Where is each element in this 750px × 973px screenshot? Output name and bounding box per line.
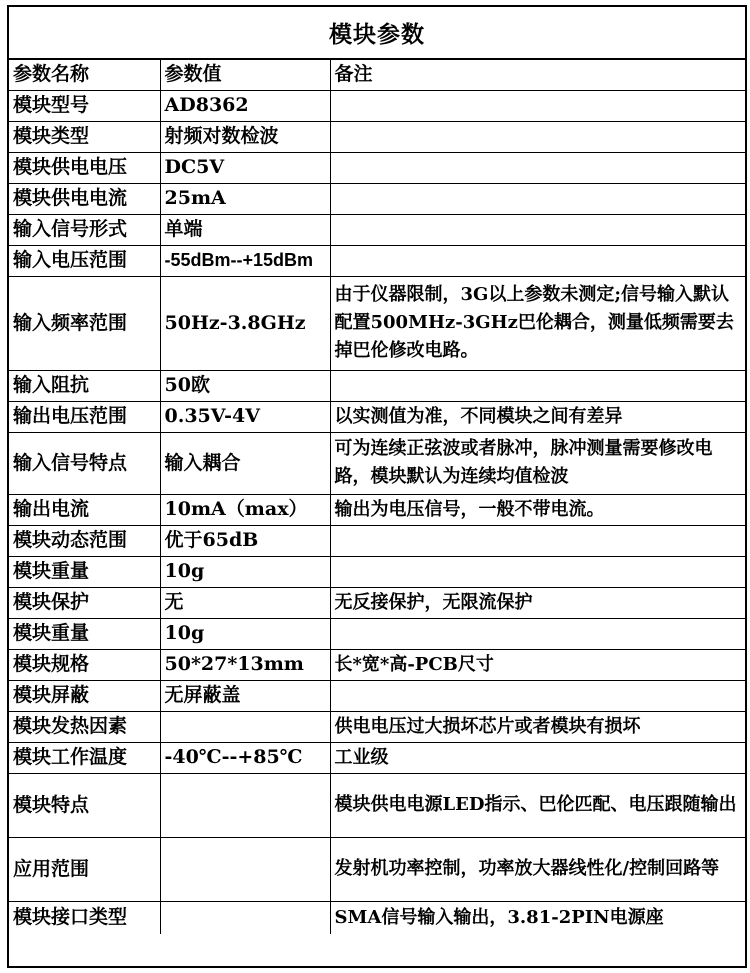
param-note: 长*宽*高-PCB尺寸: [330, 649, 745, 680]
table-row: [9, 773, 745, 837]
param-note: SMA信号输入输出，3.81-2PIN电源座: [330, 901, 745, 934]
param-name: 输入频率范围: [9, 276, 160, 370]
table-row: [9, 680, 745, 711]
table-row: [9, 276, 745, 370]
table-row: [9, 121, 745, 152]
param-value: [160, 773, 330, 837]
param-value: -40℃--+85℃: [160, 742, 330, 773]
param-note: 无反接保护，无限流保护: [330, 587, 745, 618]
param-value: [160, 711, 330, 742]
param-name: 模块屏蔽: [9, 680, 160, 711]
param-value: -55dBm--+15dBm: [160, 245, 330, 276]
param-name: 模块重量: [9, 618, 160, 649]
param-note: [330, 370, 745, 401]
header-name: 参数名称: [9, 60, 160, 90]
param-note: 可为连续正弦波或者脉冲，脉冲测量需要修改电路，模块默认为连续均值检波: [330, 432, 745, 494]
param-value: 优于65dB: [160, 525, 330, 556]
param-note: 供电电压过大损坏芯片或者模块有损坏: [330, 711, 745, 742]
param-value: AD8362: [160, 90, 330, 121]
table-row: [9, 214, 745, 245]
param-note: 发射机功率控制，功率放大器线性化/控制回路等: [330, 837, 745, 901]
header-row: [9, 60, 745, 90]
param-note: [330, 90, 745, 121]
param-name: 模块动态范围: [9, 525, 160, 556]
table-row: [9, 245, 745, 276]
table-row: [9, 525, 745, 556]
param-note: [330, 183, 745, 214]
param-name: 输出电流: [9, 494, 160, 525]
param-name: 输入电压范围: [9, 245, 160, 276]
param-note: [330, 556, 745, 587]
param-name: 模块保护: [9, 587, 160, 618]
param-name: 模块工作温度: [9, 742, 160, 773]
param-name: 模块重量: [9, 556, 160, 587]
table-row: [9, 618, 745, 649]
param-value: 10g: [160, 556, 330, 587]
param-value: 无屏蔽盖: [160, 680, 330, 711]
param-note: [330, 618, 745, 649]
table-row: [9, 901, 745, 934]
param-name: 输出电压范围: [9, 401, 160, 432]
table-row: [9, 183, 745, 214]
param-value: [160, 837, 330, 901]
table-row: [9, 556, 745, 587]
param-value: 10mA（max）: [160, 494, 330, 525]
param-note: 工业级: [330, 742, 745, 773]
param-value: DC5V: [160, 152, 330, 183]
param-value: 50*27*13mm: [160, 649, 330, 680]
table-row: [9, 587, 745, 618]
param-note: [330, 121, 745, 152]
sheet-title: 模块参数: [9, 7, 745, 60]
param-note: [330, 214, 745, 245]
param-name: 模块特点: [9, 773, 160, 837]
parameter-table: [9, 60, 745, 934]
param-name: 模块型号: [9, 90, 160, 121]
table-row: [9, 90, 745, 121]
table-row: [9, 432, 745, 494]
param-value: 25mA: [160, 183, 330, 214]
param-note: 由于仪器限制，3G以上参数未测定;信号输入默认配置500MHz-3GHz巴伦耦合，测量低频需要去掉巴伦修改电路。: [330, 276, 745, 370]
table-row: [9, 649, 745, 680]
param-value: 10g: [160, 618, 330, 649]
param-value: 0.35V-4V: [160, 401, 330, 432]
param-name: 模块类型: [9, 121, 160, 152]
param-value: 无: [160, 587, 330, 618]
table-row: [9, 401, 745, 432]
table-row: [9, 152, 745, 183]
param-name: 模块规格: [9, 649, 160, 680]
table-row: [9, 370, 745, 401]
param-note: [330, 152, 745, 183]
param-name: 模块接口类型: [9, 901, 160, 934]
param-name: 模块发热因素: [9, 711, 160, 742]
param-value: [160, 901, 330, 934]
param-name: 输入信号形式: [9, 214, 160, 245]
header-note: 备注: [330, 60, 745, 90]
param-note: 模块供电电源LED指示、巴伦匹配、电压跟随输出: [330, 773, 745, 837]
param-name: 输入阻抗: [9, 370, 160, 401]
param-note: [330, 525, 745, 556]
parameter-sheet: [7, 5, 747, 968]
param-note: [330, 245, 745, 276]
table-row: [9, 494, 745, 525]
param-name: 模块供电电流: [9, 183, 160, 214]
table-row: [9, 742, 745, 773]
param-value: 单端: [160, 214, 330, 245]
param-name: 模块供电电压: [9, 152, 160, 183]
header-value: 参数值: [160, 60, 330, 90]
param-value: 输入耦合: [160, 432, 330, 494]
param-name: 输入信号特点: [9, 432, 160, 494]
table-row: [9, 837, 745, 901]
param-value: 射频对数检波: [160, 121, 330, 152]
param-value: 50欧: [160, 370, 330, 401]
param-note: [330, 680, 745, 711]
param-note: 以实测值为准，不同模块之间有差异: [330, 401, 745, 432]
param-note: 输出为电压信号，一般不带电流。: [330, 494, 745, 525]
param-value: 50Hz-3.8GHz: [160, 276, 330, 370]
table-row: [9, 711, 745, 742]
param-name: 应用范围: [9, 837, 160, 901]
